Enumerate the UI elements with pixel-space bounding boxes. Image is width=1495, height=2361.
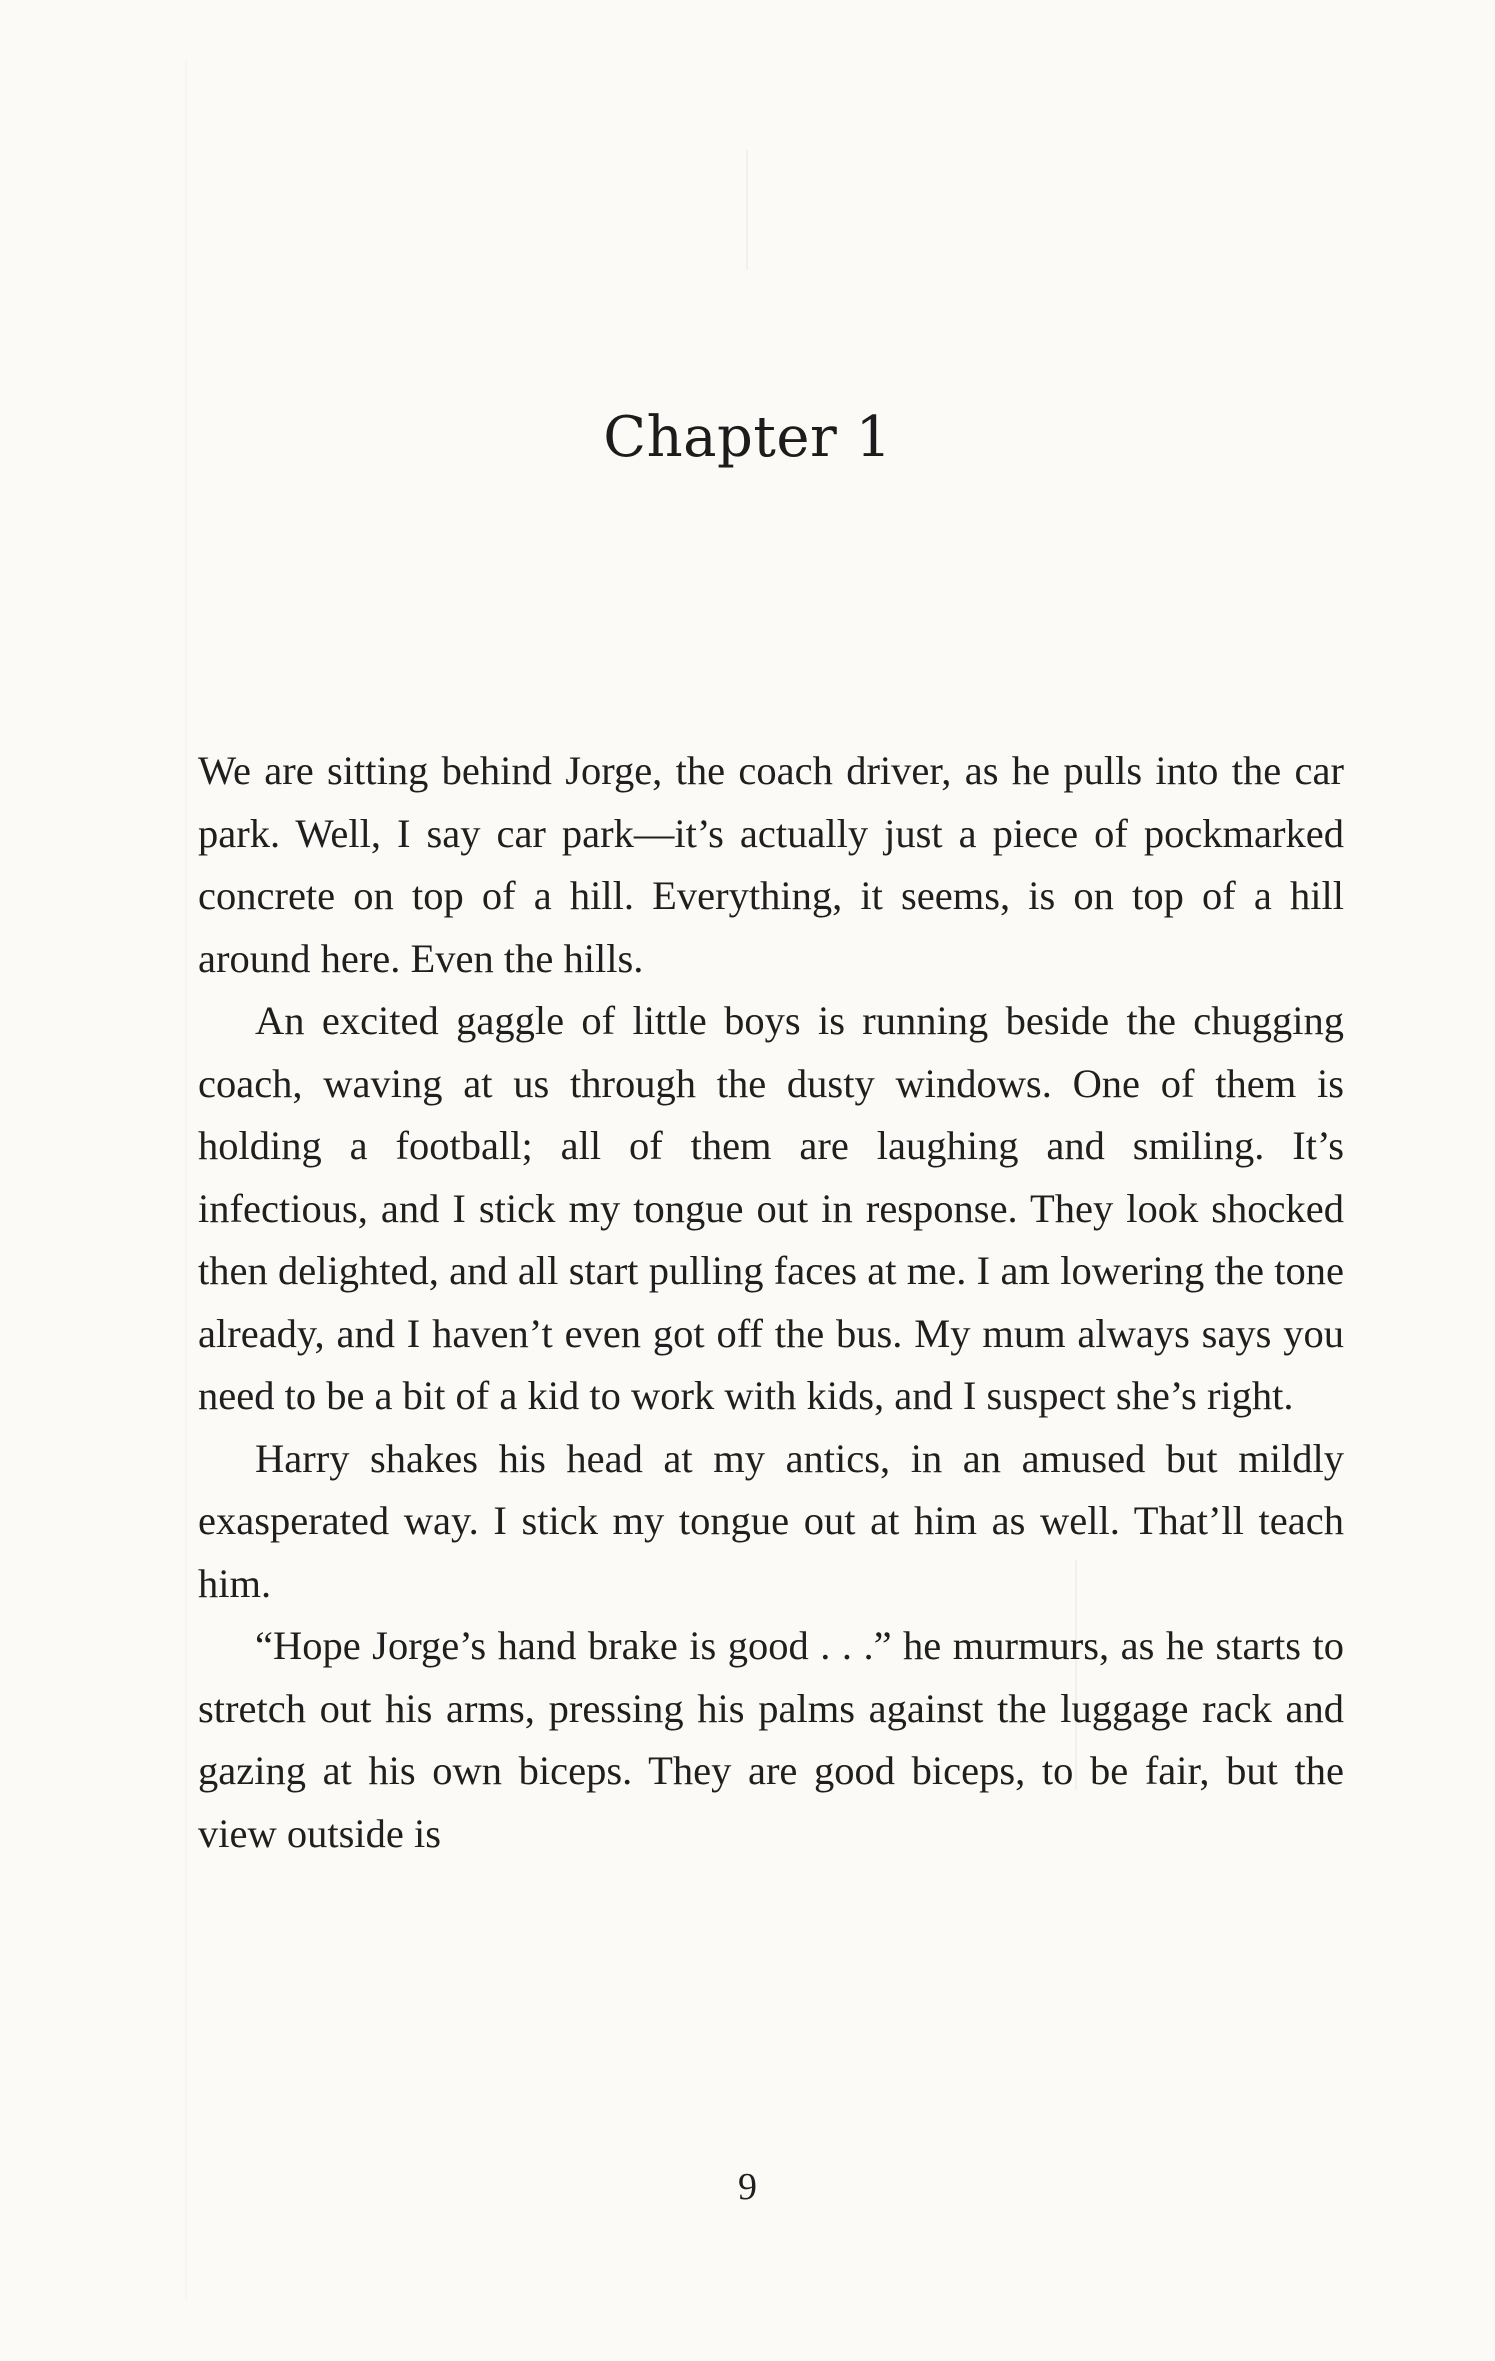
- chapter-body: [198, 740, 1344, 1865]
- paragraph-3: Harry shakes his head at my antics, in an amused but mildly exasperated way. I stick my tongue out at him as well. That’ll teach him.: [198, 1435, 1344, 1606]
- page-number: 9: [738, 2166, 757, 2208]
- paragraph-4: “Hope Jorge’s hand brake is good . . .” he murmurs, as he starts to stretch out his arms, pressing his palms against the luggage rack and gazing at his own biceps. They are good biceps, to be fair, but the view outside is: [198, 1623, 1344, 1856]
- scan-artifact: [746, 150, 748, 270]
- paragraph-2: An excited gaggle of little boys is running beside the chugging coach, waving at us through the dusty windows. One of them is holding a football; all of them are laughing and smiling. It’s infectious, and I stick my tongue out in response. They look shocked then delighted, and all start pulling faces at me. I am lowering the tone already, and I haven’t even got off the bus. My mum always says you need to be a bit of a kid to work with kids, and I suspect she’s right.: [198, 998, 1344, 1418]
- chapter-title: Chapter 1: [603, 405, 892, 470]
- scan-artifact: [185, 60, 187, 2300]
- paragraph-1: We are sitting behind Jorge, the coach driver, as he pulls into the car park. Well, I say car park—it’s actually just a piece of pockmarked concrete on top of a hill. Everything, it seems, is on top of a hill around here. Even the hills.: [198, 748, 1344, 981]
